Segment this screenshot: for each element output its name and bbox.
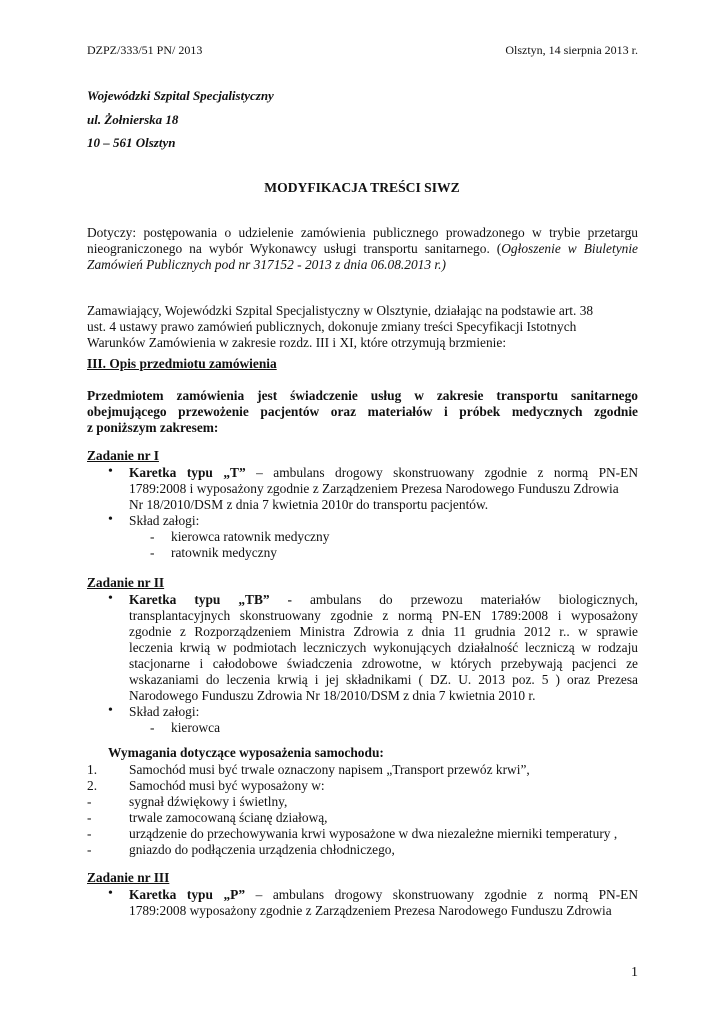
task-1-bullet-1: • xyxy=(108,464,113,479)
task-2-ambulance-type: Karetka typu „TB” - xyxy=(129,592,292,607)
requirement-number-1: 1. xyxy=(87,762,98,777)
task-2-crew-dash-1: - xyxy=(150,720,155,735)
task-3-heading: Zadanie nr III xyxy=(87,870,170,885)
subject-line-3: Zamówień Publicznych pod nr 317152 - 2013 z dnia 06.08.2013 r.) xyxy=(87,257,446,272)
task-2-item-1-line-4: leczenia krwią w podmiotach leczniczych wykonujących działalność leczniczą w rodzaju xyxy=(129,640,638,655)
task-2-crew-1: kierowca xyxy=(171,720,221,735)
task-3-item-1-line-1 xyxy=(129,887,638,903)
equipment-requirements-heading: Wymagania dotyczące wyposażenia samochodu: xyxy=(108,745,384,760)
task-1-item-1 xyxy=(129,465,638,513)
equipment-item-2: trwale zamocowaną ścianę działową, xyxy=(129,810,328,825)
subject-line-2-text: nieograniczonego na wybór Wykonawcy usługi transportu sanitarnego. ( xyxy=(87,241,502,256)
task-1-item-1-text: – ambulans drogowy skonstruowany zgodnie z normą PN-EN xyxy=(245,465,638,480)
subject-line-1: Dotyczy: postępowania o udzielenie zamówienia publicznego prowadzonego w trybie przetargu xyxy=(87,225,638,240)
address-line-3: 10 – 561 Olsztyn xyxy=(87,135,176,150)
document-title: MODYFIKACJA TREŚCI SIWZ xyxy=(264,180,460,195)
intro-line-2: ust. 4 ustawy prawo zamówień publicznych, dokonuje zmiany treści Specyfikacji Istotnych xyxy=(87,319,577,334)
equipment-item-4: gniazdo do podłączenia urządzenia chłodniczego, xyxy=(129,842,395,857)
requirement-2: Samochód musi być wyposażony w: xyxy=(129,778,325,793)
address-line-2: ul. Żołnierska 18 xyxy=(87,112,179,127)
order-subject-line-2: obejmującego przewożenie pacjentów oraz materiałów i próbek medycznych zgodnie xyxy=(87,404,638,419)
task-2-item-1-line-5: stacjonarne i całodobowe świadczenia zdrowotne, w których przebywają pacjenci ze xyxy=(129,656,638,671)
place-and-date: Olsztyn, 14 sierpnia 2013 r. xyxy=(505,43,638,57)
task-2-item-1 xyxy=(129,592,638,704)
equipment-dash-4: - xyxy=(87,842,92,857)
page-number: 1 xyxy=(631,965,638,980)
equipment-dash-1: - xyxy=(87,794,92,809)
task-1-bullet-2: • xyxy=(108,512,113,527)
task-2-item-1-text: ambulans do przewozu materiałów biologicznych, xyxy=(292,592,638,607)
task-1-item-1-line-3: Nr 18/2010/DSM z dnia 7 kwietnia 2010r do transportu pacjentów. xyxy=(129,497,489,512)
task-1-ambulance-type: Karetka typu „T” xyxy=(129,465,246,480)
task-2-item-1-line-1 xyxy=(129,592,638,608)
intro-line-3: Warunków Zamówienia w zakresie rozdz. III i XI, które otrzymują brzmienie: xyxy=(87,335,507,350)
address-line-1: Wojewódzki Szpital Specjalistyczny xyxy=(87,88,274,103)
equipment-dash-3: - xyxy=(87,826,92,841)
task-3-item-1 xyxy=(129,887,638,919)
task-3-bullet-1: • xyxy=(108,886,113,901)
task-2-crew-label: Skład załogi: xyxy=(129,704,200,719)
task-2-heading: Zadanie nr II xyxy=(87,575,165,590)
subject-line-2 xyxy=(87,241,638,257)
task-1-crew-1: kierowca ratownik medyczny xyxy=(171,529,330,544)
task-1-crew-dash-1: - xyxy=(150,529,155,544)
task-2-item-1-line-7: Narodowego Funduszu Zdrowia Nr 18/2010/DSM z dnia 7 kwietnia 2010 r. xyxy=(129,688,536,703)
order-subject-line-1: Przedmiotem zamówienia jest świadczenie usług w zakresie transportu sanitarnego xyxy=(87,388,638,403)
task-1-item-1-line-1 xyxy=(129,465,638,481)
equipment-item-3: urządzenie do przechowywania krwi wyposażone w dwa niezależne mierniki temperatury , xyxy=(129,826,618,841)
task-2-bullet-1: • xyxy=(108,591,113,606)
subject-paragraph xyxy=(87,225,638,273)
document-reference: DZPZ/333/51 PN/ 2013 xyxy=(87,43,203,57)
task-2-item-1-line-3: zgodnie z Rozporządzeniem Ministra Zdrowia z dnia 11 grudnia 2012 r.. w sprawie xyxy=(129,624,638,639)
subject-line-2-italic: Ogłoszenie w Biuletynie xyxy=(501,241,638,256)
task-3-item-1-line-2: 1789:2008 wyposażony zgodnie z Zarządzeniem Prezesa Narodowego Funduszu Zdrowia xyxy=(129,903,612,918)
task-2-bullet-2: • xyxy=(108,703,113,718)
order-subject-paragraph xyxy=(87,388,638,436)
order-subject-line-3: z poniższym zakresem: xyxy=(87,420,219,435)
intro-paragraph xyxy=(87,303,638,351)
task-2-item-1-line-2: transplantacyjnych skonstruowany zgodnie z normą PN-EN 1789:2008 i wyposażony xyxy=(129,608,638,623)
task-1-crew-dash-2: - xyxy=(150,545,155,560)
equipment-item-1: sygnał dźwiękowy i świetlny, xyxy=(129,794,288,809)
task-2-item-1-line-6: wskazaniami do leczenia krwią i jej składnikami ( DZ. U. 2013 poz. 5 ) oraz Prezesa xyxy=(129,672,638,687)
requirement-number-2: 2. xyxy=(87,778,98,793)
task-3-ambulance-type: Karetka typu „P” xyxy=(129,887,246,902)
task-1-crew-2: ratownik medyczny xyxy=(171,545,277,560)
intro-line-1: Zamawiający, Wojewódzki Szpital Specjalistyczny w Olsztynie, działając na podstawie art. 38 xyxy=(87,303,594,318)
task-1-heading: Zadanie nr I xyxy=(87,448,159,463)
task-1-crew-label: Skład załogi: xyxy=(129,513,200,528)
task-1-item-1-line-2: 1789:2008 i wyposażony zgodnie z Zarządzeniem Prezesa Narodowego Funduszu Zdrowia xyxy=(129,481,619,496)
task-3-item-1-text: – ambulans drogowy skonstruowany zgodnie z normą PN-EN xyxy=(245,887,638,902)
requirement-1: Samochód musi być trwale oznaczony napisem „Transport przewóz krwi”, xyxy=(129,762,530,777)
section-heading: III. Opis przedmiotu zamówienia xyxy=(87,356,277,371)
equipment-dash-2: - xyxy=(87,810,92,825)
